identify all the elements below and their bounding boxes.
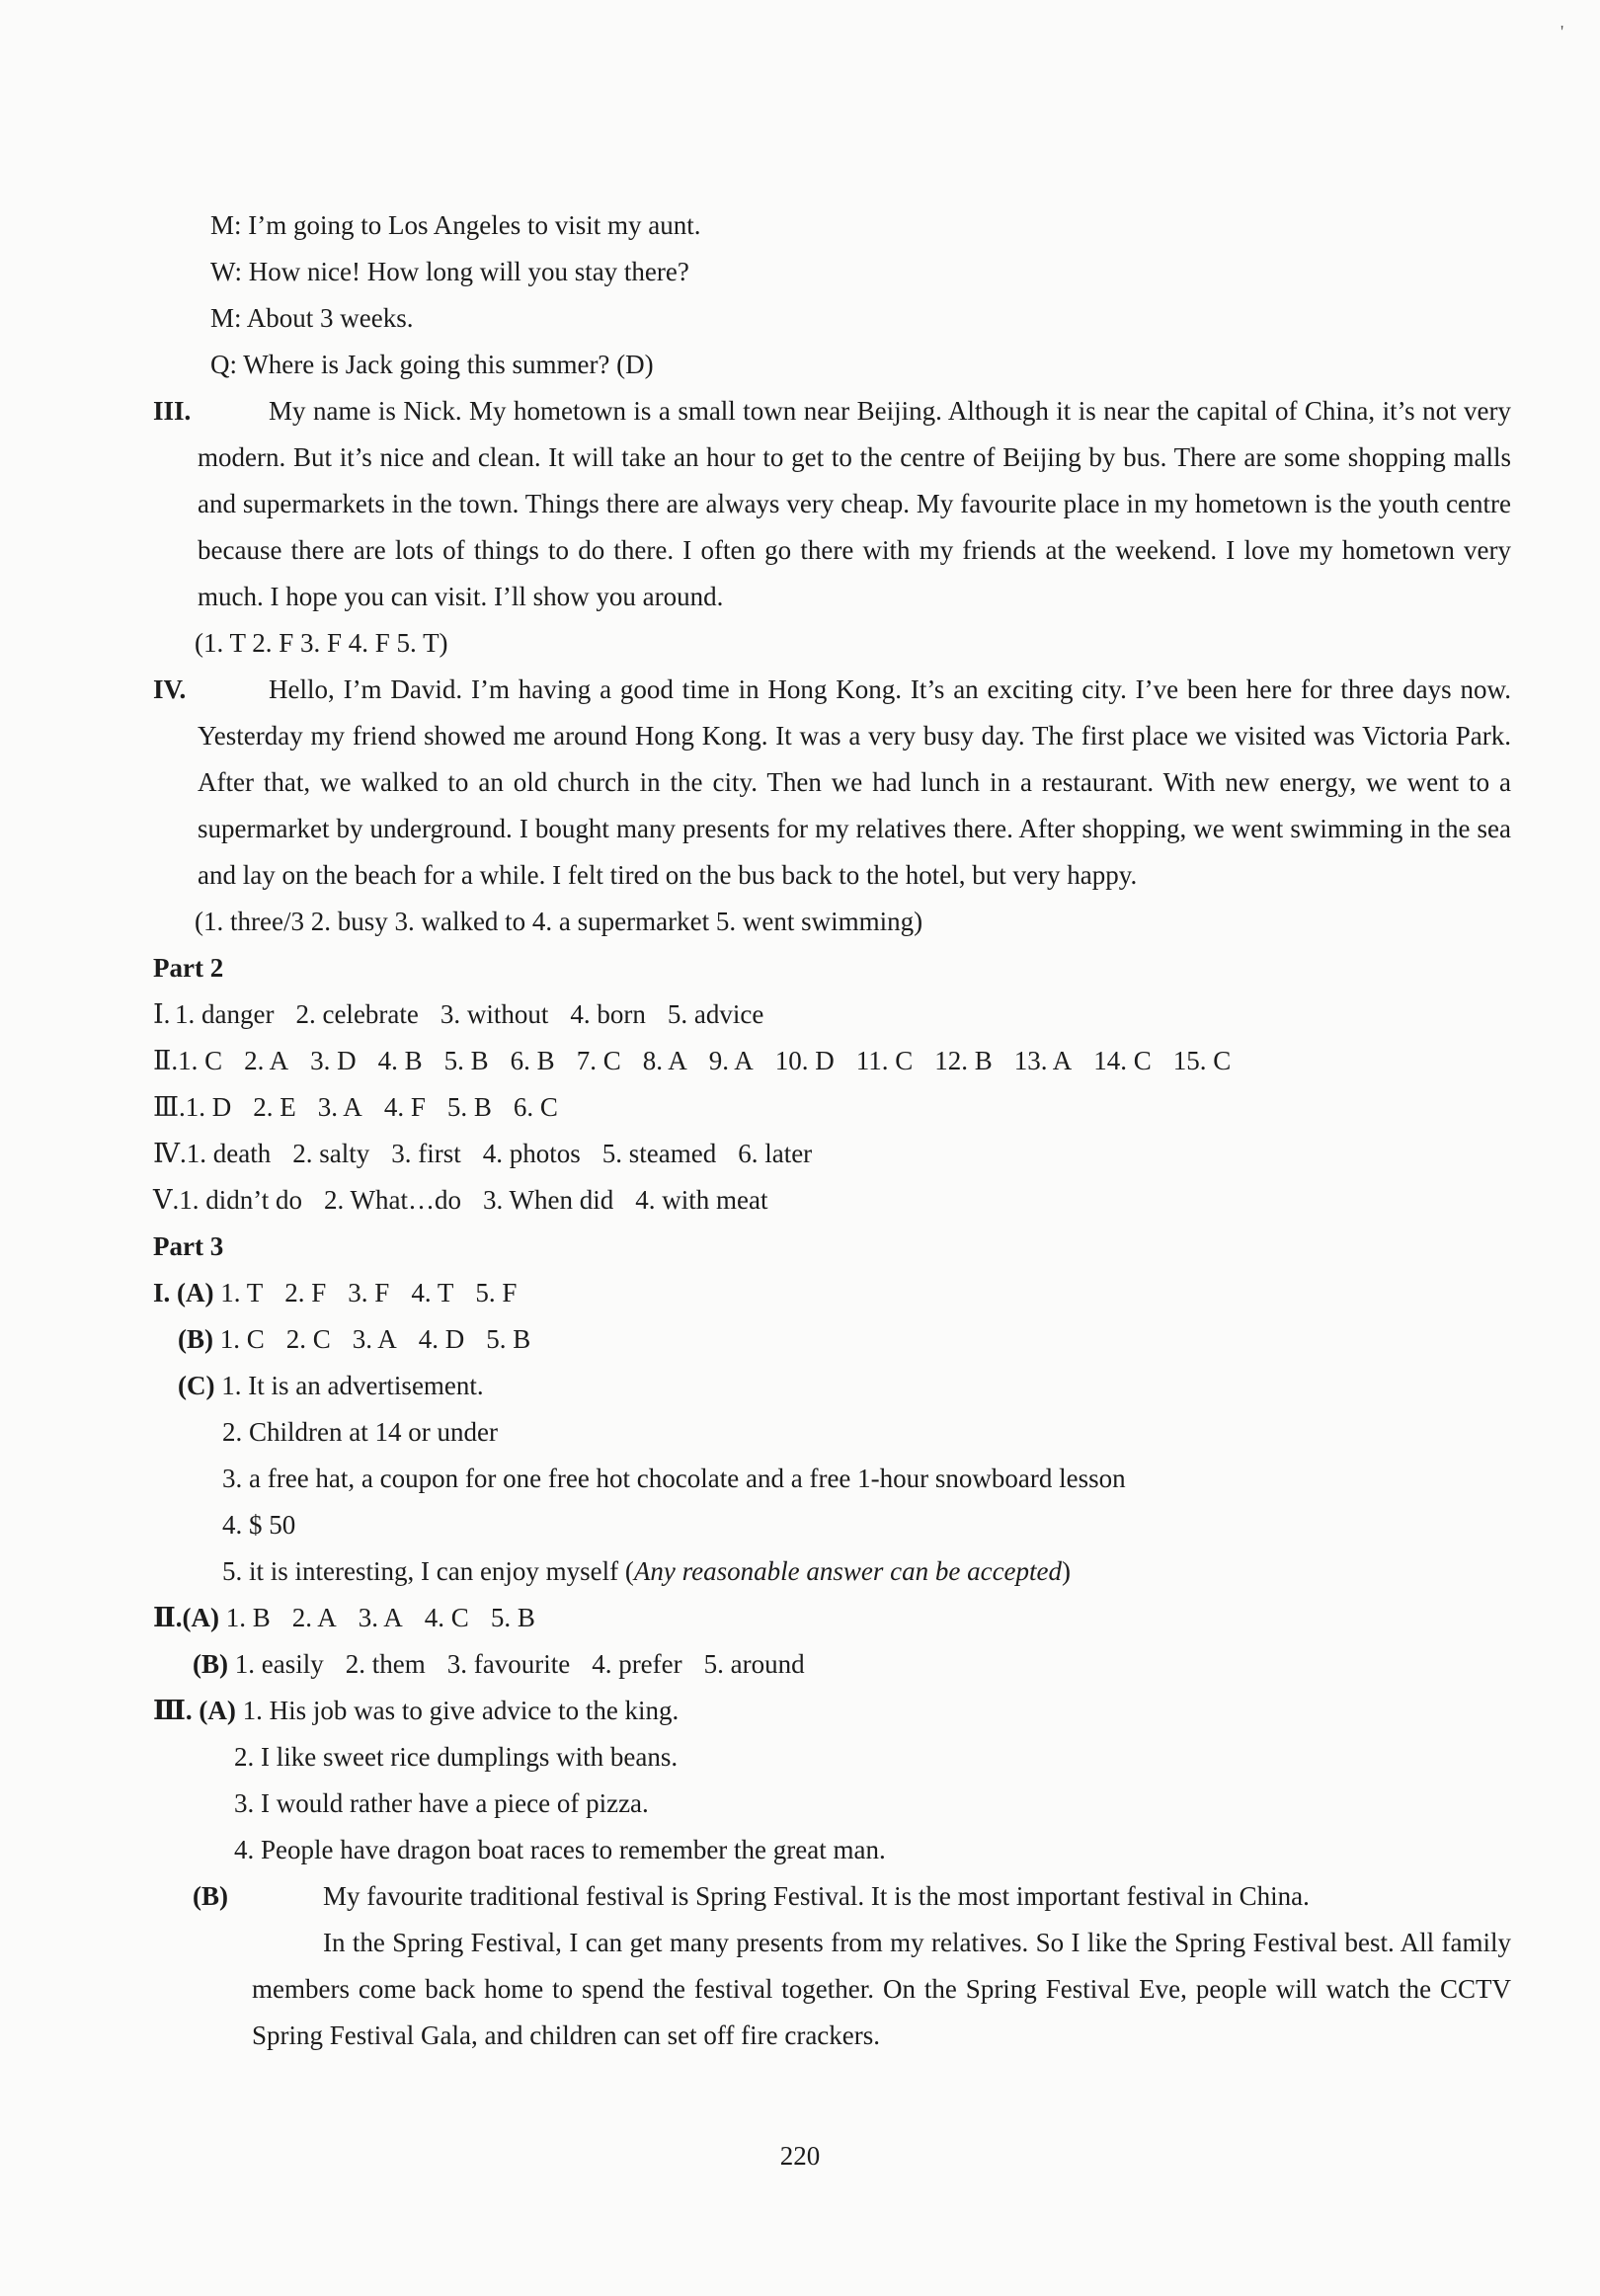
answer-item: 6. C	[513, 1092, 558, 1122]
answer-item: 1. C	[219, 1324, 265, 1354]
answer-item: 6. later	[738, 1139, 813, 1168]
answer-item: 3. D	[310, 1046, 357, 1075]
part-2-row	[153, 1084, 1511, 1131]
answer-item: 2. I like sweet rice dumplings with beans.	[234, 1742, 679, 1772]
answer-item: 5. B	[443, 1046, 489, 1075]
answer-item: 3. When did	[483, 1185, 614, 1215]
part-2-row	[153, 1131, 1511, 1177]
answers-line: (1. T 2. F 3. F 4. F 5. T)	[195, 628, 448, 658]
part-2-row	[153, 991, 1511, 1038]
answer-item: 10. D	[774, 1046, 835, 1075]
part-3-ii-b	[153, 1641, 1511, 1688]
part-3-i-b	[153, 1316, 1511, 1363]
part-3-i-a	[153, 1270, 1511, 1316]
answer-item: 3. a free hat, a coupon for one free hot chocolate and a free 1-hour snowboard lesson	[222, 1464, 1126, 1493]
corner-mark: '	[1560, 22, 1564, 41]
answer-item: 1. easily	[234, 1649, 324, 1679]
answer-item: 2. A	[244, 1046, 289, 1075]
answer-item: 12. B	[934, 1046, 993, 1075]
page-number: 220	[779, 2141, 821, 2171]
section-text	[153, 667, 1511, 899]
answer-item: 2. salty	[292, 1139, 370, 1168]
answer-items	[226, 1603, 557, 1632]
row-label: Ⅰ.	[153, 999, 171, 1029]
answer-item: 4. People have dragon boat races to remember the great man.	[234, 1835, 886, 1864]
answer-text: )	[1062, 1556, 1072, 1586]
section-label: I.	[153, 1278, 171, 1307]
answer-item: 13. A	[1013, 1046, 1073, 1075]
answer-item: 1. D	[185, 1092, 232, 1122]
part-3-iii-b	[153, 1873, 1511, 2059]
answer-items	[235, 1649, 827, 1679]
answer-item: 1. B	[225, 1603, 271, 1632]
answer-item: 2. Children at 14 or under	[222, 1417, 498, 1447]
section-label: IV.	[153, 674, 187, 704]
section-label: Ⅲ.	[153, 1696, 193, 1725]
answer-item: 4. B	[377, 1046, 423, 1075]
section-label: Ⅱ.	[153, 1603, 183, 1632]
dialogue-line: Q: Where is Jack going this summer? (D)	[210, 350, 654, 379]
answer-item: 3. favourite	[446, 1649, 571, 1679]
answer-item: 1. didn’t do	[179, 1185, 303, 1215]
answer-item: 2. C	[285, 1324, 331, 1354]
section-iv	[153, 667, 1511, 899]
answer-item: 5. steamed	[601, 1139, 717, 1168]
essay-paragraph	[153, 1920, 1511, 2059]
answer-note: Any reasonable answer can be accepted	[633, 1556, 1063, 1586]
sub-label: (A)	[177, 1278, 214, 1307]
answer-item: 4. with meat	[635, 1185, 768, 1215]
row-label: Ⅴ.	[153, 1185, 180, 1215]
answer-item: 4. F	[383, 1092, 426, 1122]
answer-item: 11. C	[855, 1046, 914, 1075]
row-label: Ⅱ.	[153, 1046, 179, 1075]
answer-item: 2. F	[284, 1278, 327, 1307]
part-3-ii-a	[153, 1595, 1511, 1641]
answer-item: 5. F	[475, 1278, 518, 1307]
content	[153, 202, 1511, 2059]
answer-item: 1. C	[178, 1046, 223, 1075]
sub-label: (A)	[182, 1603, 219, 1632]
answer-item: 6. B	[510, 1046, 555, 1075]
answer-item: 5. B	[490, 1603, 535, 1632]
part-3	[153, 1224, 1511, 2059]
sub-label: (B)	[193, 1881, 228, 1911]
part-2-title: Part 2	[153, 953, 224, 983]
sub-label: (C)	[178, 1371, 215, 1400]
answer-item: 3. without	[440, 999, 549, 1029]
dialogue-line: M: About 3 weeks.	[210, 303, 414, 333]
answer-item: 4. born	[570, 999, 646, 1029]
answer-item: 1. death	[186, 1139, 272, 1168]
answer-item: 3. F	[348, 1278, 390, 1307]
part-3-iii-a	[153, 1688, 1511, 1734]
passage-text: My name is Nick. My hometown is a small town near Beijing. Although it is near the capital of China, it’s not very modern. But it’s nice and clean. It will take an hour to get to the centre of Beijing by bus. There are some shopping malls and supermarkets in the town. Things there are always very cheap. My favourite place in my hometown is the youth centre because there are lots of things to do there. I often go there with my friends at the weekend. I love my hometown very much. I hope you can visit. I’ll show you around.	[198, 396, 1511, 611]
passage-text: Hello, I’m David. I’m having a good time in Hong Kong. It’s an exciting city. I’ve been here for three days now. Yesterday my friend showed me around Hong Kong. It was a very busy day. The first place we visited was Victoria Park. After that, we walked to an old church in the city. Then we had lunch in a restaurant. With new energy, we went to a supermarket by underground. I bought many presents for my relatives there. After shopping, we went swimming in the sea and lay on the beach for a while. I felt tired on the bus back to the hotel, but very happy.	[198, 674, 1511, 890]
answer-item: 4. photos	[482, 1139, 581, 1168]
answer-item: 1. T	[220, 1278, 264, 1307]
answer-item: 2. celebrate	[295, 999, 419, 1029]
answer-item: 14. C	[1093, 1046, 1152, 1075]
answer-item: 4. prefer	[592, 1649, 682, 1679]
section-text	[153, 388, 1511, 620]
essay-text: My favourite traditional festival is Spring Festival. It is the most important festival in China.	[323, 1881, 1310, 1911]
answer-items	[220, 1278, 538, 1307]
answer-item: 2. them	[345, 1649, 426, 1679]
essay-text: In the Spring Festival, I can get many presents from my relatives. So I like the Spring Festival best. All family members come back home to spend the festival together. On the Spring Festival Eve, people will watch the CCTV Spring Festival Gala, and children can set off fire crackers.	[252, 1928, 1511, 2050]
part-3-title: Part 3	[153, 1231, 224, 1261]
answer-item: 8. A	[642, 1046, 687, 1075]
row-label: Ⅳ.	[153, 1139, 187, 1168]
sub-label: (B)	[193, 1649, 228, 1679]
answer-item: 5. advice	[667, 999, 764, 1029]
answer-item: 3. first	[391, 1139, 461, 1168]
part-3-i-c	[153, 1363, 1511, 1409]
answer-item: 2. A	[291, 1603, 337, 1632]
answer-item: 4. T	[411, 1278, 454, 1307]
answer-item: 9. A	[708, 1046, 754, 1075]
answer-item: 7. C	[576, 1046, 621, 1075]
answer-item: 3. I would rather have a piece of pizza.	[234, 1788, 649, 1818]
part-2-row	[153, 1038, 1511, 1084]
part-2-rows	[153, 991, 1511, 1224]
essay-paragraph	[153, 1873, 1511, 1920]
section-label: III.	[153, 396, 192, 426]
sub-label: (A)	[199, 1696, 236, 1725]
answer-item: 15. C	[1172, 1046, 1232, 1075]
row-label: Ⅲ.	[153, 1092, 186, 1122]
dialogue-line: M: I’m going to Los Angeles to visit my aunt.	[210, 210, 701, 240]
part-3-iii-a-items	[153, 1734, 1511, 1873]
part-3-i-c-items	[153, 1409, 1511, 1548]
answer-item	[153, 1548, 1511, 1595]
answer-item: 1. danger	[175, 999, 275, 1029]
part-2-row	[153, 1177, 1511, 1224]
answer-item: 5. B	[446, 1092, 492, 1122]
answer-item: 4. D	[418, 1324, 465, 1354]
answers-line: (1. three/3 2. busy 3. walked to 4. a supermarket 5. went swimming)	[195, 907, 923, 936]
answer-item: 3. A	[352, 1324, 397, 1354]
answer-item: 5. B	[486, 1324, 531, 1354]
section-iii	[153, 388, 1511, 620]
answer-item: 4. C	[424, 1603, 469, 1632]
answer-item: 3. A	[317, 1092, 362, 1122]
answer-item: 4. $ 50	[222, 1510, 296, 1540]
dialogue-line: W: How nice! How long will you stay there?	[210, 257, 689, 286]
answer-items	[220, 1324, 553, 1354]
answer-item: 5. around	[703, 1649, 805, 1679]
answer-item: 3. A	[358, 1603, 403, 1632]
answer-item: 2. What…do	[324, 1185, 461, 1215]
answer-text: 5. it is interesting, I can enjoy myself (	[222, 1556, 634, 1586]
answer-item: 2. E	[253, 1092, 296, 1122]
answer-item: 1. It is an advertisement.	[221, 1371, 484, 1400]
sub-label: (B)	[178, 1324, 213, 1354]
answer-item: 1. His job was to give advice to the king.	[242, 1696, 680, 1725]
